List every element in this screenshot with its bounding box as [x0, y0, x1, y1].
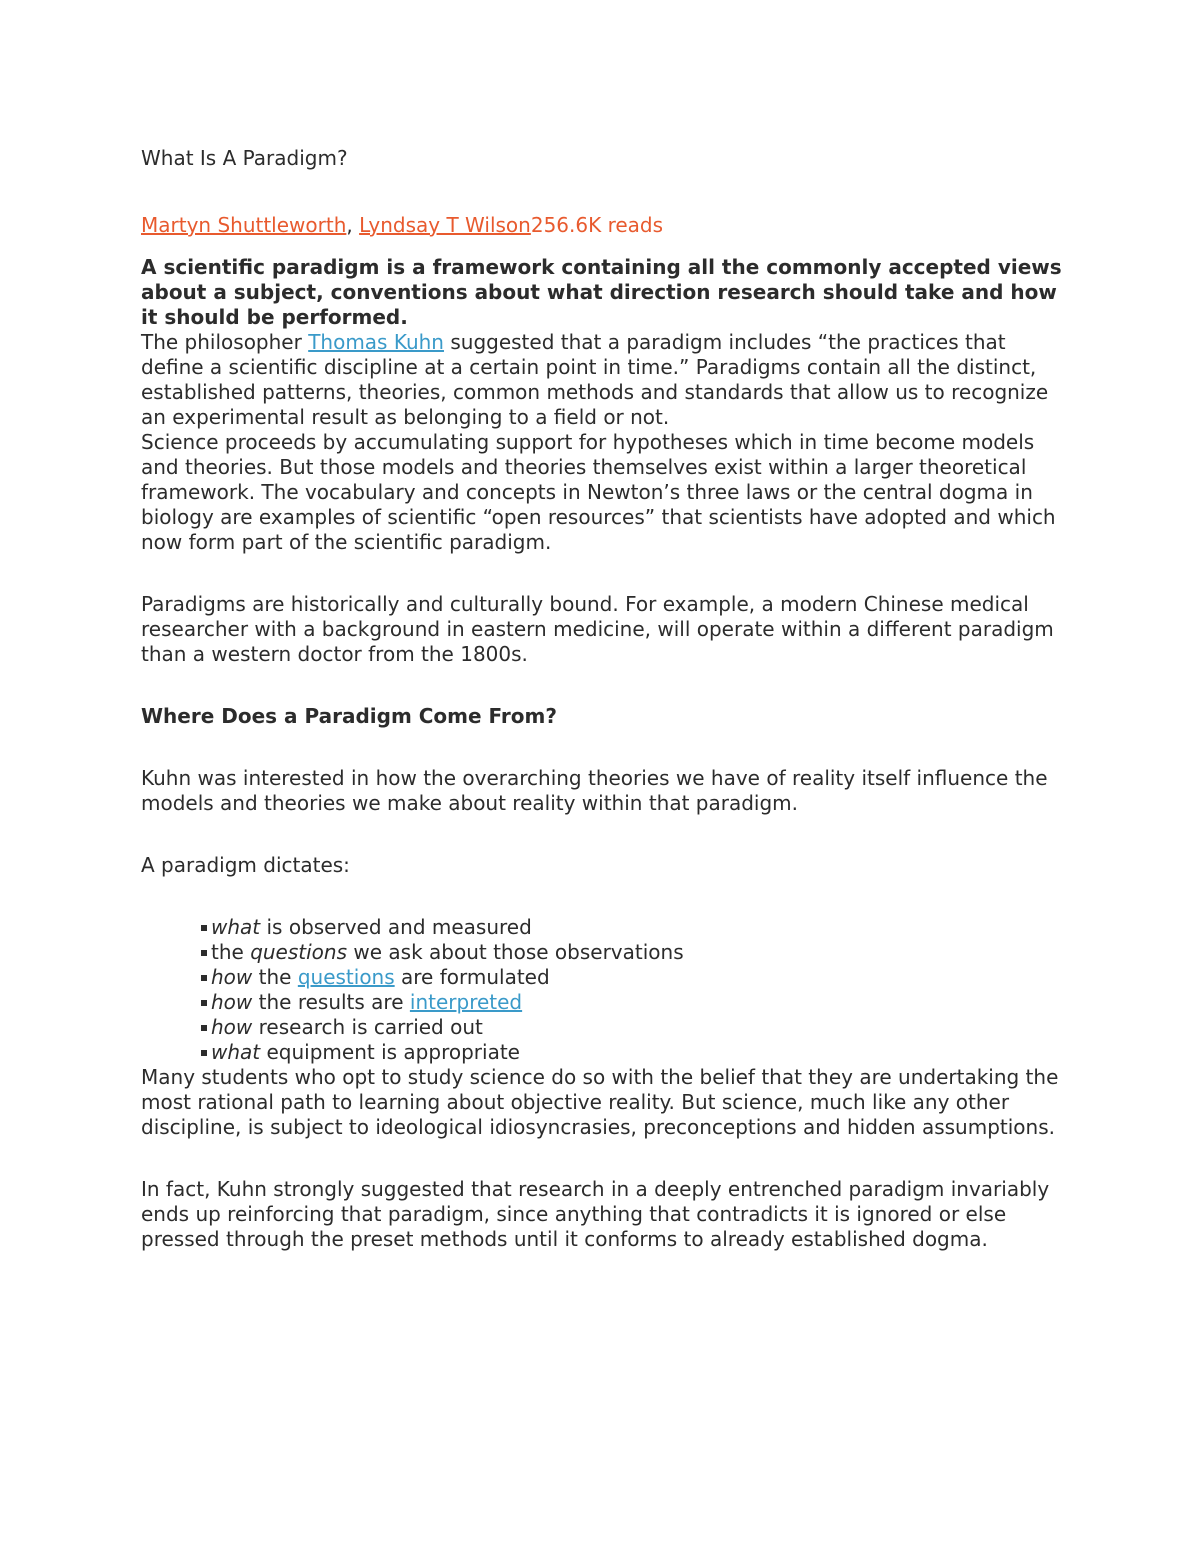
document-page	[141, 146, 1071, 1252]
intro-paragraph-1	[141, 330, 1071, 430]
intro-paragraph-2: Science proceeds by accumulating support for hypotheses which in time become models and theories. But those models and theories themselves exist within a larger theoretical framework. The vocabulary and concepts in Newton’s three laws or the central dogma in biology are examples of scientific “open resources” that scientists have adopted and which now form part of the scientific paradigm.	[141, 430, 1056, 554]
list-item-emphasis: what	[211, 915, 261, 939]
list-item	[199, 990, 1071, 1015]
list-item-text: the	[252, 965, 298, 989]
author-link-shuttleworth[interactable]: Martyn Shuttleworth	[141, 213, 347, 237]
spacer	[141, 729, 1071, 766]
section-paragraph-2: A paradigm dictates:	[141, 853, 350, 877]
section-paragraph-4: In fact, Kuhn strongly suggested that research in a deeply entrenched paradigm invariably ends up reinforcing that paradigm, since anything that contradicts it is ignored or else pressed through the preset methods until it conforms to already established dogma.	[141, 1177, 1050, 1251]
author-link-wilson[interactable]: Lyndsay T Wilson	[359, 213, 531, 237]
section-paragraph-3: Many students who opt to study science do so with the belief that they are undertaking the most rational path to learning about objective reality. But science, much like any other discipline, is subject to ideological idiosyncrasies, preconceptions and hidden assumptions.	[141, 1065, 1059, 1139]
list-item-text: the results are	[252, 990, 410, 1014]
list-item-text: the	[211, 940, 251, 964]
section-paragraph-1: Kuhn was interested in how the overarching theories we have of reality itself influence the models and theories we make about reality within that paradigm.	[141, 766, 1048, 815]
spacer	[141, 816, 1071, 853]
read-count: 256.6K reads	[530, 213, 664, 237]
lead-paragraph: A scientific paradigm is a framework containing all the commonly accepted views about a subject, conventions about what direction research should take and how it should be performed.	[141, 255, 1062, 329]
thomas-kuhn-link[interactable]: Thomas Kuhn	[308, 330, 444, 354]
list-item-text: are formulated	[394, 965, 550, 989]
byline-separator: ,	[346, 213, 360, 237]
list-item-emphasis: how	[211, 1015, 253, 1039]
list-item-text: equipment is appropriate	[260, 1040, 520, 1064]
list-item	[199, 965, 1071, 990]
interpreted-link[interactable]: interpreted	[409, 990, 523, 1014]
list-item	[199, 915, 1071, 940]
intro-p1-pre: The philosopher	[141, 330, 309, 354]
paradigm-dictates-list	[141, 915, 1071, 1065]
spacer	[141, 667, 1071, 704]
list-item-text: research is carried out	[252, 1015, 483, 1039]
spacer	[141, 555, 1071, 592]
list-item-emphasis: how	[211, 965, 253, 989]
document-title: What Is A Paradigm?	[141, 146, 348, 170]
list-item-emphasis: how	[211, 990, 253, 1014]
spacer	[141, 878, 1071, 915]
questions-link[interactable]: questions	[297, 965, 395, 989]
list-item-emphasis: what	[211, 1040, 261, 1064]
list-item	[199, 1040, 1071, 1065]
byline	[141, 213, 1071, 238]
intro-p1-post: suggested that a paradigm includes “the practices that define a scientific discipline at a certain point in time.” Paradigms contain all the distinct, established patterns, theories, common methods and standards that allow us to recognize an experimental result as belonging to a field or not.	[141, 330, 1049, 429]
intro-paragraph-3: Paradigms are historically and culturally bound. For example, a modern Chinese medical researcher with a background in eastern medicine, will operate within a different paradigm than a western doctor from the 1800s.	[141, 592, 1054, 666]
list-item-text: is observed and measured	[260, 915, 532, 939]
list-item-emphasis: questions	[250, 940, 348, 964]
list-item	[199, 940, 1071, 965]
section-heading: Where Does a Paradigm Come From?	[141, 704, 557, 728]
list-item-text: we ask about those observations	[347, 940, 684, 964]
list-item	[199, 1015, 1071, 1040]
spacer	[141, 1140, 1071, 1177]
